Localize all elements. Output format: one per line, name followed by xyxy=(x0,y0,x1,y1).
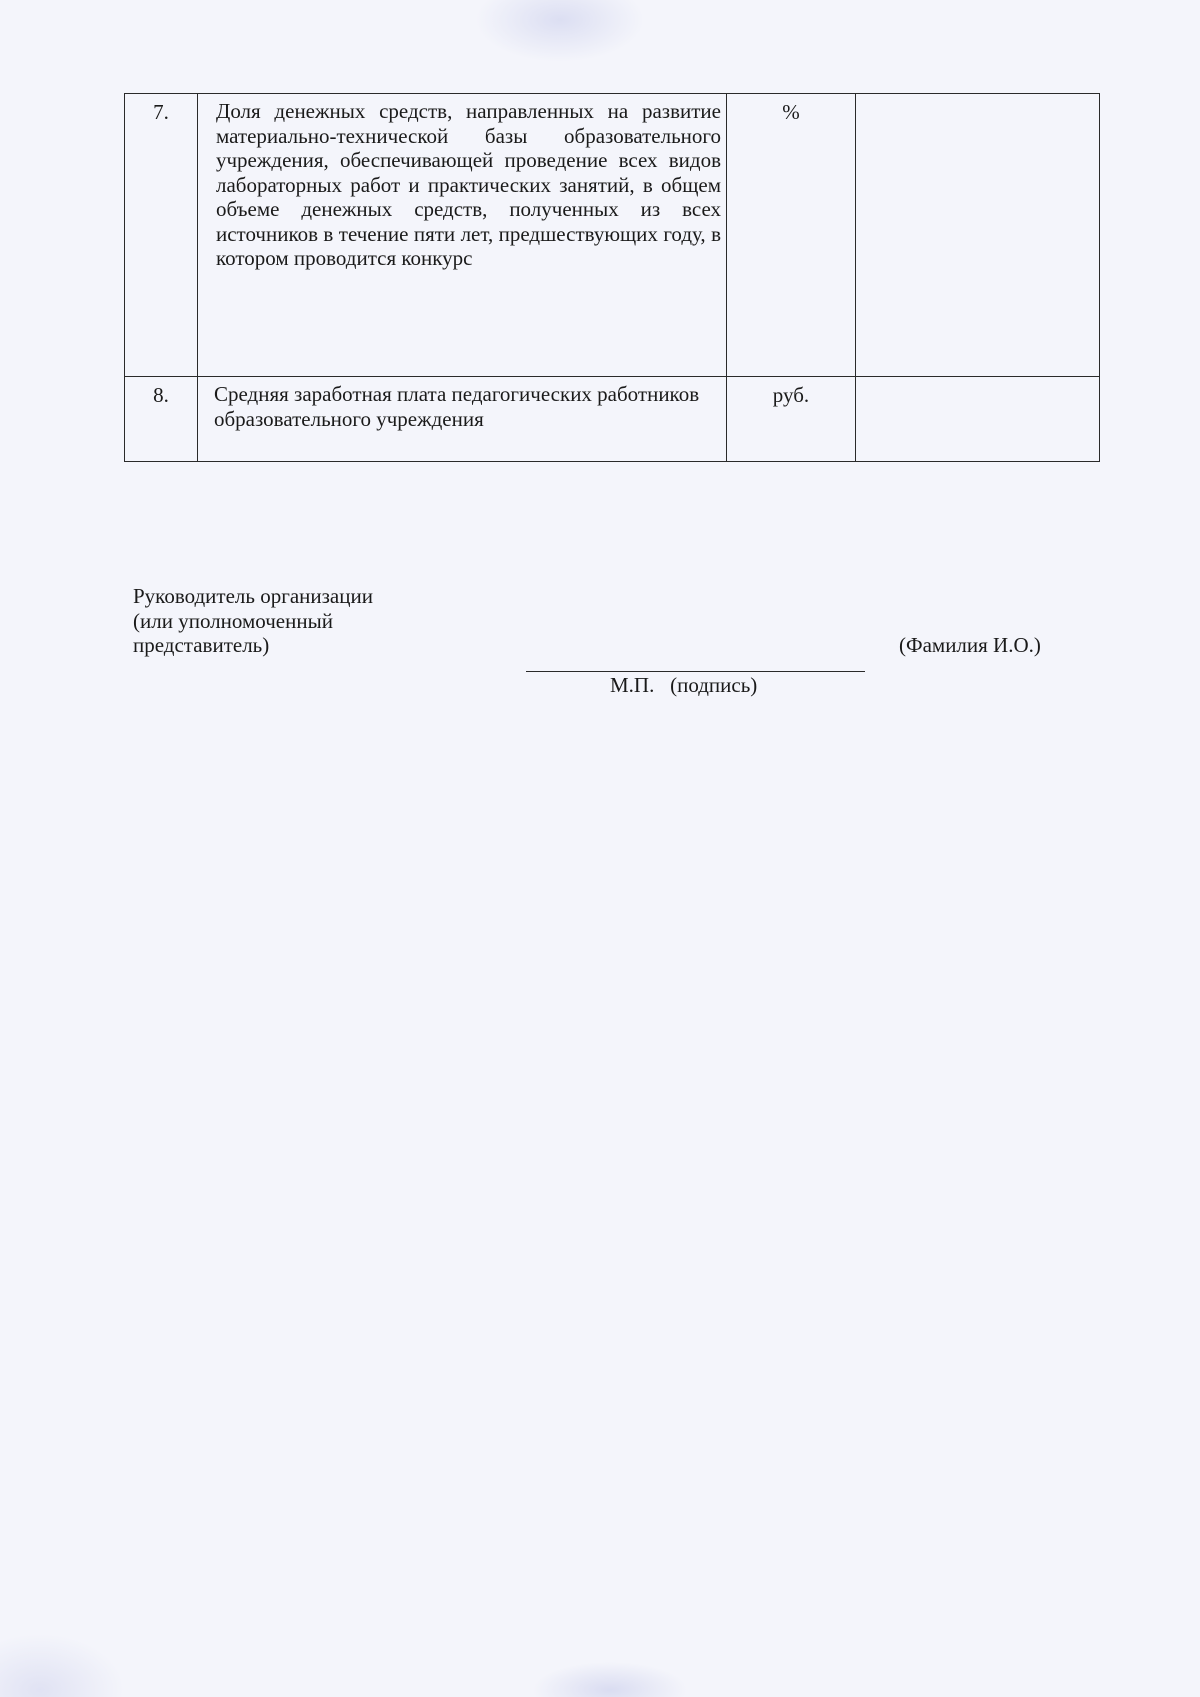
signatory-role xyxy=(133,584,373,658)
signatory-role-line: представитель) xyxy=(133,633,270,657)
table-row xyxy=(125,377,1100,462)
signature-line xyxy=(526,671,865,672)
signatory-name-placeholder: (Фамилия И.О.) xyxy=(899,633,1041,657)
signatory-role-line: (или уполномоченный xyxy=(133,608,333,633)
row-description-cell xyxy=(198,94,727,377)
indicators-table xyxy=(124,93,1100,462)
signature-caption: М.П. (подпись) xyxy=(610,673,758,697)
row-description: Средняя заработная плата педагогических работников образовательного учреждения xyxy=(214,382,700,431)
row-unit: % xyxy=(727,94,856,377)
table-row xyxy=(125,94,1100,377)
row-unit: руб. xyxy=(727,377,856,462)
row-description: Доля денежных средств, направленных на развитие материально-технической базы образовательного учреждения, обеспечивающей проведение всех видов лабораторных работ и практических занятий, в общем объеме денежных средств, полученных из всех источников в течение пяти лет, предшествующих году, в котором проводится конкурс xyxy=(216,99,721,270)
row-value xyxy=(856,94,1100,377)
row-number: 8. xyxy=(125,377,198,462)
row-number: 7. xyxy=(125,94,198,377)
signatory-role-line: Руководитель организации xyxy=(133,584,373,608)
row-description-cell xyxy=(198,377,727,462)
row-value xyxy=(856,377,1100,462)
